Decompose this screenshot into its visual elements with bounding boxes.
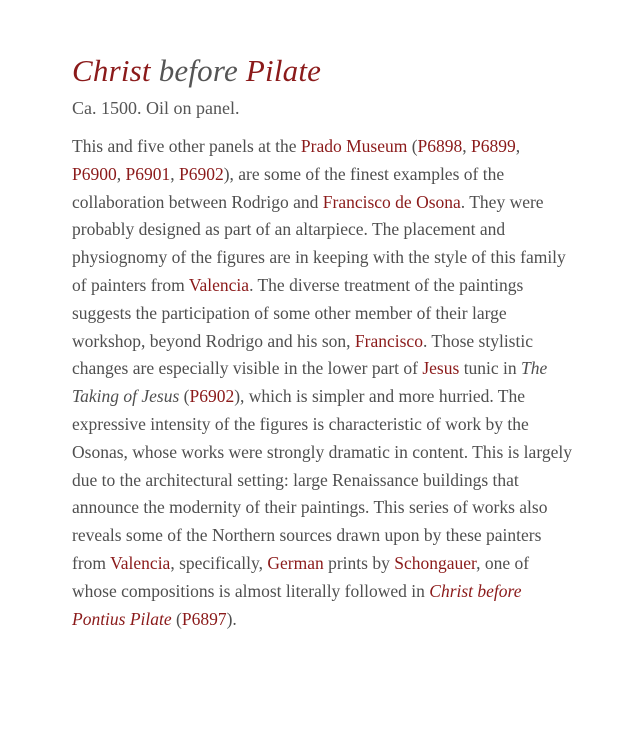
link-valencia[interactable]: Valencia: [188, 274, 250, 295]
link-p6900[interactable]: P6900: [72, 163, 117, 184]
description-text: . Those stylistic changes are especially visible in the lower part of: [72, 330, 533, 379]
link-jesus[interactable]: Jesus: [422, 358, 460, 379]
description-text: (: [179, 386, 190, 407]
link-p6899[interactable]: P6899: [471, 136, 516, 156]
link-prado-museum[interactable]: Prado Museum: [300, 136, 408, 156]
description-text: . The diverse treatment of the paintings suggests the participation of some other member of their large workshop, beyond Rodrigo and his son,: [72, 274, 524, 351]
description-text: ,: [515, 136, 521, 156]
description-text: , one of whose compositions is almost literally followed in: [72, 552, 530, 601]
title-word-christ: Christ: [72, 53, 151, 88]
description-text: ,: [462, 136, 472, 156]
description-text: . They were probably designed as part of an altarpiece. The placement and physiognomy of the figures are in keeping with the style of this family of painters from: [72, 191, 566, 295]
description-text: tunic in: [459, 358, 522, 379]
link-francisco[interactable]: Francisco: [354, 330, 423, 351]
description-text: ), which is simpler and more hurried. The expressive intensity of the figures is characteristic of work by the Osonas, whose works were strongly dramatic in content. This is largely due to the architectural setting: large Renaissance buildings that announce the modernity of their paintings. This series of works also reveals some of the Northern sources drawn upon by these painters from: [72, 386, 572, 573]
artwork-reference-taking-of-jesus: The Taking of Jesus: [72, 358, 548, 407]
artwork-description: [72, 133, 572, 633]
link-p6898[interactable]: P6898: [417, 136, 463, 156]
artwork-entry: [72, 50, 572, 633]
description-text: ,: [116, 163, 126, 184]
link-p6902-second[interactable]: P6902: [189, 386, 235, 407]
link-schongauer[interactable]: Schongauer: [394, 552, 477, 573]
link-christ-before-pontius-pilate[interactable]: Christ before Pontius Pilate: [72, 580, 522, 629]
description-text: This and five other panels at the: [72, 136, 301, 156]
description-text: (: [407, 136, 418, 156]
title-word-before: before: [158, 53, 238, 88]
description-text: ).: [226, 608, 237, 629]
link-german[interactable]: German: [267, 552, 324, 573]
link-p6901[interactable]: P6901: [125, 163, 171, 184]
description-text: (: [171, 608, 182, 629]
description-text: prints by: [323, 552, 395, 573]
description-text: ,: [170, 163, 179, 184]
artwork-title: [72, 50, 572, 92]
description-text: , specifically,: [170, 552, 268, 573]
artwork-date-medium: Ca. 1500. Oil on panel.: [72, 98, 240, 118]
link-p6897[interactable]: P6897: [181, 608, 227, 629]
link-francisco-de-osona[interactable]: Francisco de Osona: [322, 191, 461, 212]
description-text: ), are some of the finest examples of the collaboration between Rodrigo and: [72, 163, 505, 212]
link-valencia-second[interactable]: Valencia: [110, 552, 171, 573]
title-word-pilate: Pilate: [245, 53, 322, 88]
link-p6902[interactable]: P6902: [178, 163, 224, 184]
